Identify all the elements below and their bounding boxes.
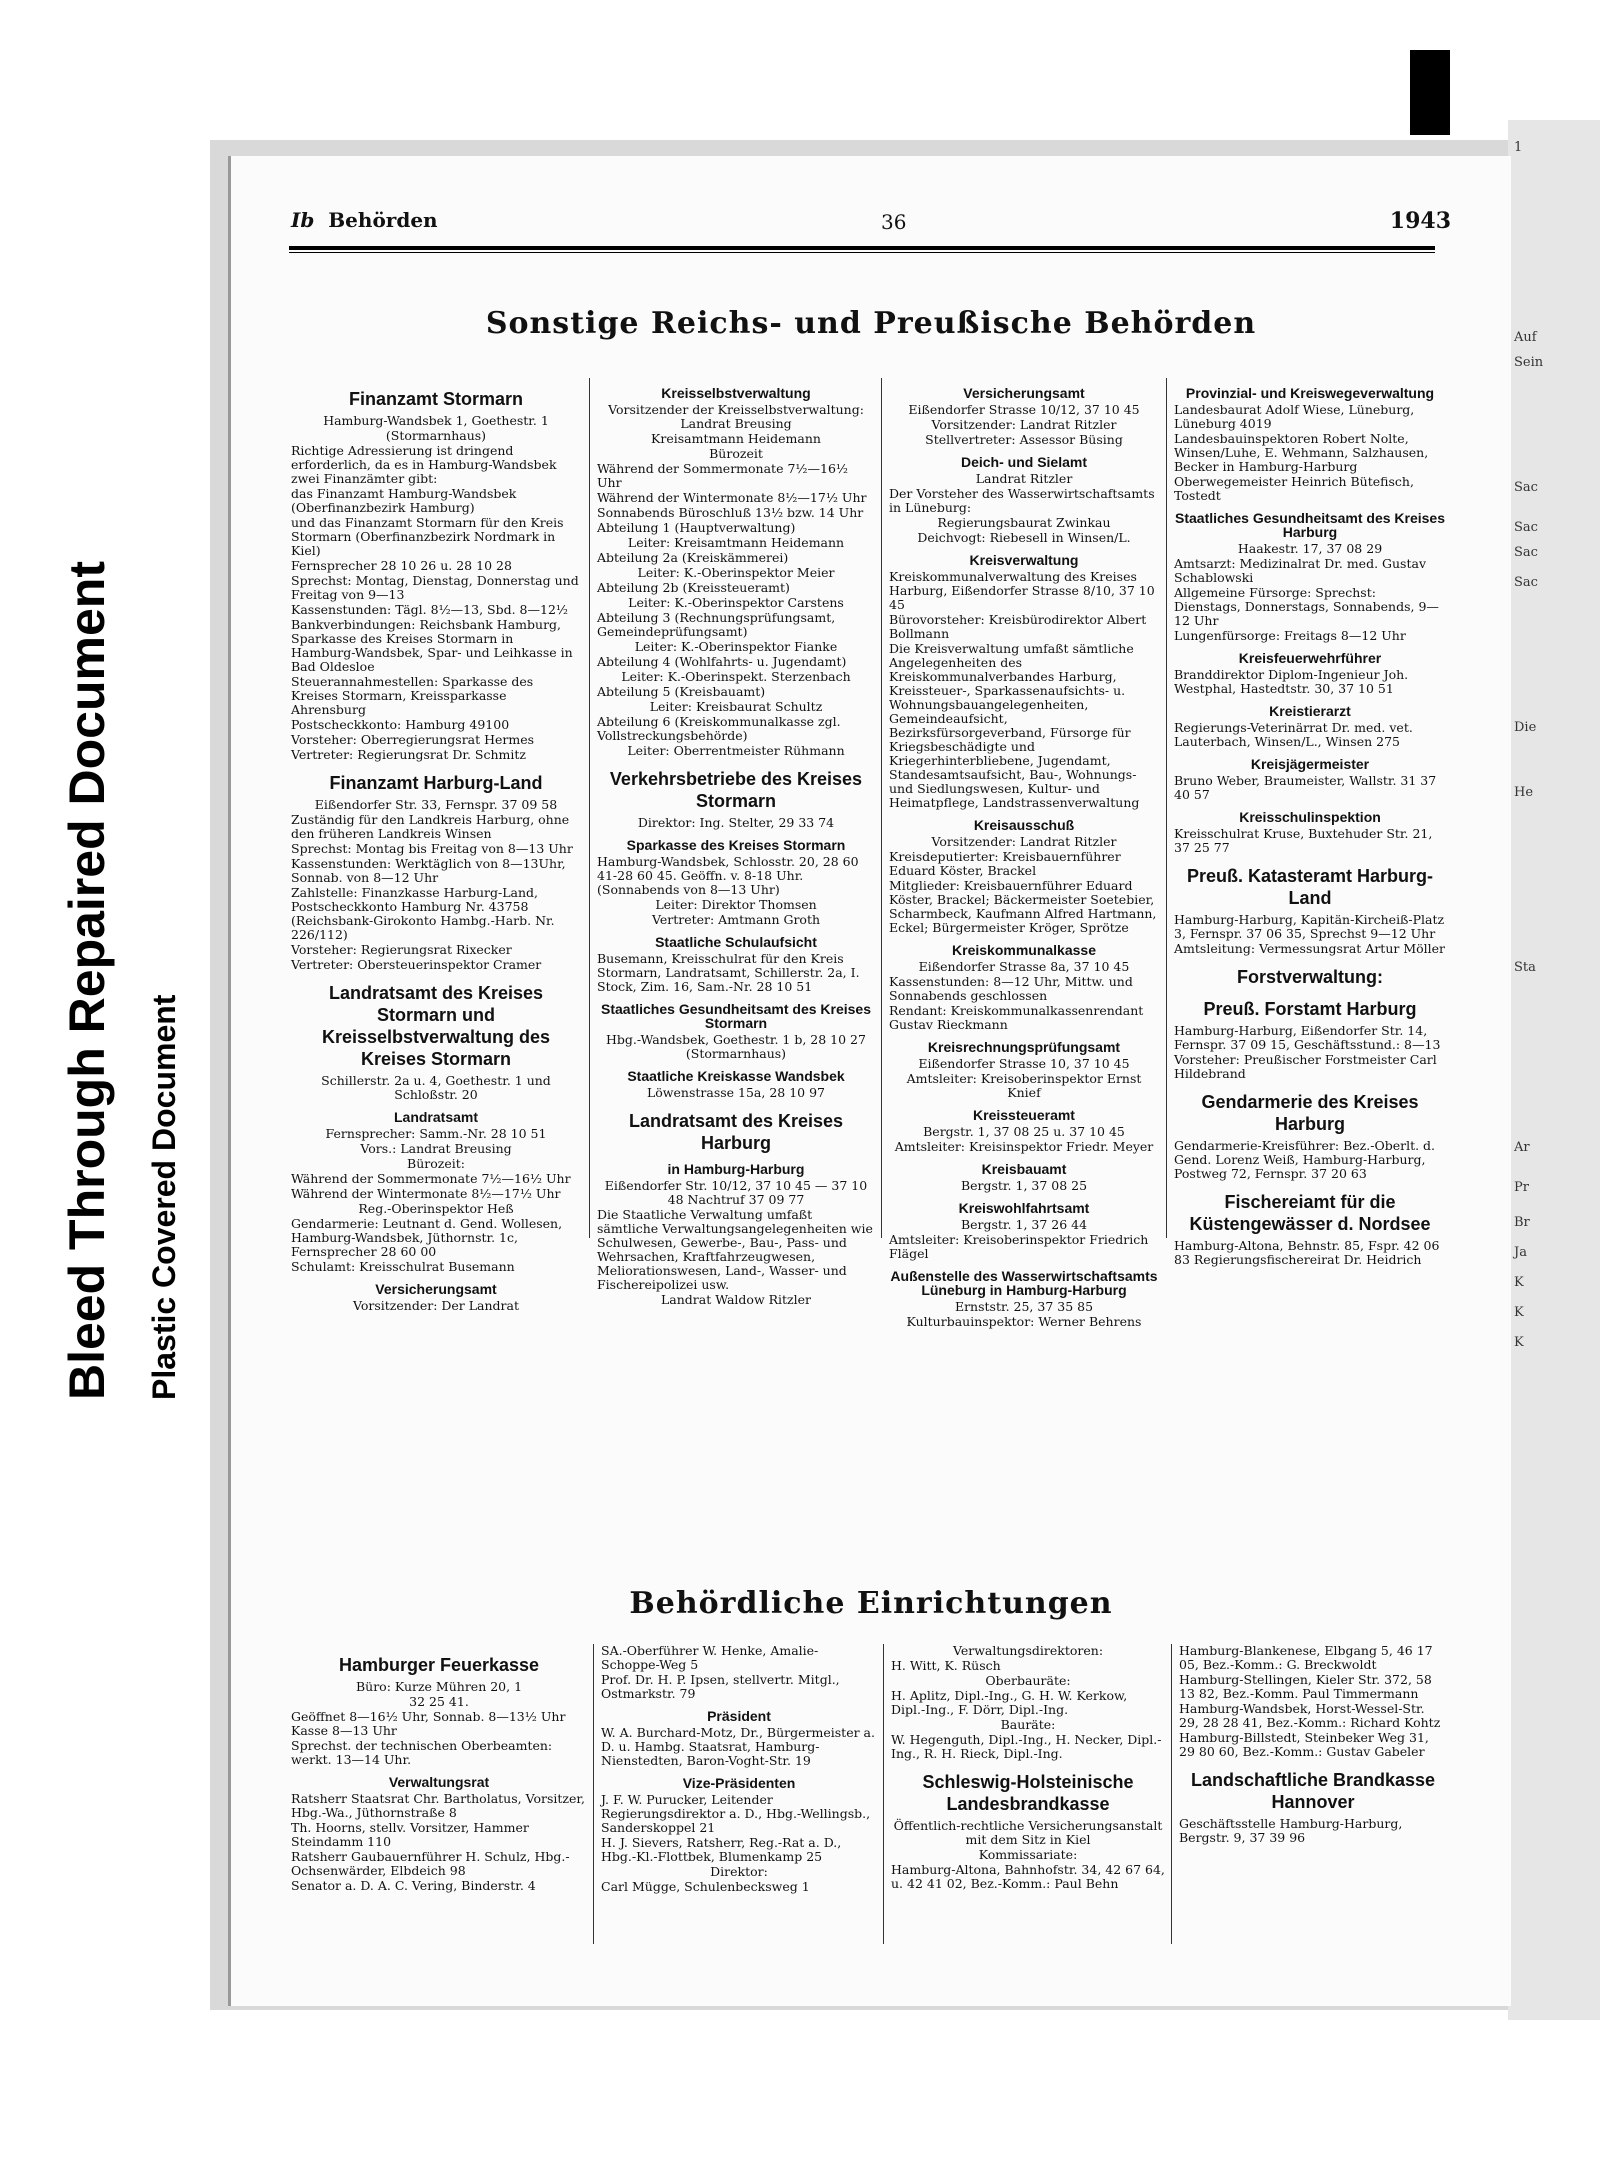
entry-text: Während der Sommermonate 7½—16½ Uhr — [291, 1171, 571, 1186]
scan-stamp — [58, 470, 198, 1400]
entry-text: Leiter: K.-Oberinspektor Fianke — [634, 639, 838, 654]
sliver-fragment: Sac — [1514, 480, 1538, 495]
entry-text: Gendarmerie: Leutnant d. Gend. Wollesen, Hamburg-Wandsbek, Jüthornstr. 1c, Fernsprecher 28 60 00 — [291, 1216, 563, 1259]
entry-text: Vorsitzender: Landrat Ritzler — [931, 417, 1117, 432]
entry-text: Leiter: Kreisbaurat Schultz — [649, 699, 823, 714]
entry-text: H. Witt, K. Rüsch — [891, 1658, 1001, 1673]
subheading: Kreiskommunalkasse — [952, 942, 1096, 958]
subheading: Versicherungsamt — [375, 1281, 497, 1297]
sliver-fragment: Pr — [1514, 1180, 1529, 1195]
main-title: Sonstige Reichs- und Preußische Behörden — [485, 306, 1257, 341]
subheading: Kreisausschuß — [973, 817, 1075, 833]
subheading: Kreistierarzt — [1269, 703, 1351, 719]
entry-text: Hamburg-Harburg, Eißendorfer Str. 14, Fernspr. 37 09 15, Geschäftsstund.: 8—13 — [1174, 1023, 1441, 1052]
entry-text: H. J. Sievers, Ratsherr, Reg.-Rat a. D., Hbg.-Kl.-Flottbek, Blumenkamp 25 — [601, 1835, 842, 1864]
entry-text: Vorsteher: Preußischer Forstmeister Carl Hildebrand — [1174, 1052, 1437, 1081]
entry-text: Kreisdeputierter: Kreisbauernführer Eduard Köster, Brackel — [889, 849, 1121, 878]
document-page — [228, 156, 1511, 2006]
entry-text: Eißendorfer Str. 33, Fernspr. 37 09 58 — [314, 797, 558, 812]
column-1 — [291, 378, 581, 1314]
entry-text: Vors.: Landrat Breusing — [360, 1141, 512, 1156]
sliver-fragment: K — [1514, 1305, 1524, 1320]
sliver-fragment: Sta — [1514, 960, 1536, 975]
entry-text: Der Vorsteher des Wasserwirtschaftsamts in Lüneburg: — [889, 486, 1155, 515]
entry-text: Amtsleiter: Kreisoberinspektor Ernst Knief — [906, 1071, 1142, 1100]
entry-text: Bergstr. 1, 37 08 25 u. 37 10 45 — [923, 1124, 1125, 1139]
column-divider — [881, 378, 882, 1238]
section-heading: Landschaftliche Brandkasse Hannover — [1190, 1770, 1436, 1812]
entry-text: Richtige Adressierung ist dringend erforderlich, da es in Hamburg-Wandsbek zwei Finanzämter gibt: — [291, 443, 557, 486]
second-title: Behördliche Einrichtungen — [629, 1586, 1113, 1621]
section-name: Behörden — [328, 208, 438, 232]
adjacent-page-sliver — [1508, 120, 1600, 2020]
entry-text: Geöffnet 8—16½ Uhr, Sonnab. 8—13½ Uhr Kasse 8—13 Uhr — [291, 1709, 566, 1738]
subheading: Staatliche Schulaufsicht — [655, 934, 817, 950]
column-divider — [593, 1644, 594, 1944]
entry-text: Bürozeit — [709, 446, 763, 461]
sliver-fragment: Die — [1514, 720, 1537, 735]
entry-text: Hamburg-Altona, Bahnhofstr. 34, 42 67 64, u. 42 41 02, Bez.-Komm.: Paul Behn — [891, 1862, 1165, 1891]
section-heading: Verkehrsbetriebe des Kreises Stormarn — [609, 769, 863, 811]
entry-text: Eißendorfer Strasse 8a, 37 10 45 — [918, 959, 1130, 974]
entry-text: Kreisamtmann Heidemann — [651, 431, 821, 446]
section-heading: Gendarmerie des Kreises Harburg — [1201, 1092, 1419, 1134]
entry-text: Haakestr. 17, 37 08 29 — [1237, 541, 1383, 556]
subheading: Kreisverwaltung — [969, 552, 1079, 568]
entry-text: Abteilung 5 (Kreisbauamt) — [597, 684, 766, 699]
section-heading: Landratsamt des Kreises Harburg — [628, 1111, 844, 1153]
subheading: Kreissteueramt — [973, 1107, 1075, 1123]
entry-text: Leiter: K.-Oberinspekt. Sterzenbach — [621, 669, 851, 684]
header-rule — [289, 246, 1435, 250]
entry-text: SA.-Oberführer W. Henke, Amalie-Schoppe-Weg 5 — [601, 1643, 819, 1672]
entry-text: Bauräte: — [1000, 1717, 1056, 1732]
entry-text: Abteilung 1 (Hauptverwaltung) — [597, 520, 796, 535]
header-rule-thin — [289, 252, 1435, 253]
entry-text: Kommissariate: — [978, 1847, 1078, 1862]
entry-text: Senator a. D. A. C. Vering, Binderstr. 4 — [291, 1878, 536, 1893]
entry-text: Abteilung 4 (Wohlfahrts- u. Jugendamt) — [597, 654, 847, 669]
entry-text: Sprechst: Montag, Dienstag, Donnerstag und Freitag von 9—13 — [291, 573, 579, 602]
column-divider — [1171, 1644, 1172, 1944]
entry-text: Kulturbauinspektor: Werner Behrens — [906, 1314, 1142, 1329]
entry-text: Direktor: Ing. Stelter, 29 33 74 — [637, 815, 835, 830]
entry-text: Bürozeit: — [407, 1156, 465, 1171]
sliver-fragment: Sac — [1514, 545, 1538, 560]
subheading: Staatliches Gesundheitsamt des Kreises Harburg — [1175, 510, 1445, 540]
sliver-fragment: Auf — [1514, 330, 1537, 345]
lower-column-2 — [601, 1644, 877, 1895]
sliver-fragment: He — [1514, 785, 1534, 800]
entry-text: und das Finanzamt Stormarn für den Kreis Stormarn (Oberfinanzbezirk Nordmark in Kiel) — [291, 515, 564, 558]
entry-text: Landesbauinspektoren Robert Nolte, Winsen/Luhe, E. Wehmann, Salzhausen, Becker in Hamburg-Harburg — [1174, 431, 1429, 474]
entry-text: Leiter: Kreisamtmann Heidemann — [627, 535, 845, 550]
entry-text: Hamburg-Wandsbek, Horst-Wessel-Str. 29, 28 28 41, Bez.-Komm.: Richard Kohtz — [1179, 1701, 1441, 1730]
entry-text: Abteilung 2b (Kreissteueramt) — [597, 580, 790, 595]
entry-text: W. Hegenguth, Dipl.-Ing., H. Necker, Dipl.-Ing., R. H. Rieck, Dipl.-Ing. — [891, 1732, 1162, 1761]
entry-text: Kassenstunden: Werktäglich von 8—13Uhr, Sonnab. von 8—12 Uhr — [291, 856, 566, 885]
entry-text: Deichvogt: Riebesell in Winsen/L. — [917, 530, 1131, 545]
entry-text: Kreisschulrat Kruse, Buxtehuder Str. 21, 37 25 77 — [1174, 826, 1433, 855]
subheading: Sparkasse des Kreises Stormarn — [626, 837, 846, 853]
entry-text: Sprechst. der technischen Oberbeamten: werkt. 13—14 Uhr. — [291, 1738, 553, 1767]
column-2 — [597, 378, 875, 1308]
entry-text: Bruno Weber, Braumeister, Wallstr. 31 37 40 57 — [1174, 773, 1437, 802]
entry-text: Vorsteher: Regierungsrat Rixecker — [291, 942, 512, 957]
sliver-fragment: 1 — [1514, 140, 1523, 155]
entry-text: Die Staatliche Verwaltung umfaßt sämtliche Verwaltungsangelegenheiten wie Schulwesen, Gewerbe-, Bau-, Pass- und Wehrsachen, Kraftfahrzeugwesen, Meliorationswesen, Land-, Wasser- und Fischereipolizei usw. — [597, 1207, 873, 1292]
entry-text: Die Kreisverwaltung umfaßt sämtliche Angelegenheiten des Kreiskommunalverbandes Harburg, Kreissteuer-, Sparkassenaufsichts- u. Wohnungsbauangelegenheiten, Gemeindeaufsicht, Bezirksfürsorgeverband, Fürsorge für Kriegsbeschädigte und Kriegerhinterbliebene, Jugendamt, Standesamtsaufsicht, Bau-, Wohnungs- und Siedlungswesen, Kultur- und Heimatpflege, Landstrassenverwaltung — [889, 641, 1140, 810]
entry-text: Postscheckkonto: Hamburg 49100 — [291, 717, 510, 732]
entry-text: Eißendorfer Strasse 10/12, 37 10 45 — [908, 402, 1140, 417]
column-divider — [1166, 378, 1167, 1238]
entry-text: Branddirektor Diplom-Ingenieur Joh. Westphal, Hastedtstr. 30, 37 10 51 — [1174, 667, 1409, 696]
entry-text: Hamburg-Wandsbek 1, Goethestr. 1 — [323, 413, 549, 428]
entry-text: Leiter: K.-Oberinspektor Meier — [637, 565, 835, 580]
entry-text: Carl Mügge, Schulenbecksweg 1 — [601, 1879, 810, 1894]
section-heading: Fischereiamt für die Küstengewässer d. Nordsee — [1189, 1192, 1431, 1234]
entry-text: Zuständig für den Landkreis Harburg, ohne den früheren Landkreis Winsen — [291, 812, 570, 841]
subheading: Außenstelle des Wasserwirtschaftsamts Lüneburg in Hamburg-Harburg — [890, 1268, 1158, 1298]
sliver-fragment: Sein — [1514, 355, 1544, 370]
entry-text: Kassenstunden: Tägl. 8½—13, Sbd. 8—12½ — [291, 602, 569, 617]
section-heading: Finanzamt Stormarn — [348, 389, 524, 409]
entry-text: Vorsitzender: Der Landrat — [352, 1298, 520, 1313]
entry-text: 32 25 41. — [409, 1694, 469, 1709]
lower-column-4 — [1179, 1644, 1447, 1846]
entry-text: Hamburg-Harburg, Kapitän-Kircheiß-Platz 3, Fernspr. 37 06 35, Sprechst 9—12 Uhr — [1174, 912, 1445, 941]
section-heading: Forstverwaltung: — [1236, 967, 1383, 987]
sliver-fragment: K — [1514, 1275, 1524, 1290]
subheading: Kreisjägermeister — [1250, 756, 1370, 772]
column-3 — [889, 378, 1159, 1330]
sliver-fragment: Ja — [1514, 1245, 1527, 1260]
stamp-bleed-through: Bleed Through Repaired Document — [59, 561, 115, 1400]
subheading: Versicherungsamt — [963, 385, 1085, 401]
section-label — [291, 208, 438, 232]
subheading: Vize-Präsidenten — [682, 1775, 796, 1791]
entry-text: Busemann, Kreisschulrat für den Kreis Stormarn, Landratsamt, Schillerstr. 2a, I. Stock, Zim. 16, Sam.-Nr. 28 10 51 — [597, 951, 860, 994]
entry-text: Allgemeine Fürsorge: Sprechst: Dienstags, Donnerstags, Sonnabends, 9—12 Uhr — [1174, 585, 1439, 628]
entry-text: Öffentlich-rechtliche Versicherungsanstalt mit dem Sitz in Kiel — [893, 1818, 1163, 1847]
entry-text: Während der Wintermonate 8½—17½ Uhr — [291, 1186, 561, 1201]
entry-text: J. F. W. Purucker, Leitender Regierungsdirektor a. D., Hbg.-Wellingsb., Sanderskoppel 21 — [601, 1792, 871, 1835]
entry-text: Mitglieder: Kreisbauernführer Eduard Köster, Brackel; Bäckermeister Soetebier, Scharmbeck, Kaufmann Alfred Hartmann, Eckel; Bürgermeister Kröger, Sprötze — [889, 878, 1157, 935]
entry-text: Abteilung 3 (Rechnungsprüfungsamt, Gemeindeprüfungsamt) — [597, 610, 836, 639]
entry-text: Eißendorfer Str. 10/12, 37 10 45 — 37 10 48 Nachtruf 37 09 77 — [604, 1178, 868, 1207]
entry-text: Hamburg-Blankenese, Elbgang 5, 46 17 05, Bez.-Komm.: G. Breckwoldt — [1179, 1643, 1433, 1672]
entry-text: Hamburg-Stellingen, Kieler Str. 372, 58 13 82, Bez.-Komm. Paul Timmermann — [1179, 1672, 1432, 1701]
entry-text: Kreiskommunalverwaltung des Kreises Harburg, Eißendorfer Strasse 8/10, 37 10 45 — [889, 569, 1155, 612]
entry-text: Bürovorsteher: Kreisbürodirektor Albert Bollmann — [889, 612, 1147, 641]
entry-text: Direktor: — [710, 1864, 768, 1879]
entry-text: Während der Wintermonate 8½—17½ Uhr — [597, 490, 867, 505]
entry-text: Regierungs-Veterinärrat Dr. med. vet. Lauterbach, Winsen/L., Winsen 275 — [1174, 720, 1413, 749]
entry-text: Geschäftsstelle Hamburg-Harburg, Bergstr. 9, 37 39 96 — [1179, 1816, 1403, 1845]
subheading: Landratsamt — [393, 1109, 479, 1125]
entry-text: Leiter: K.-Oberinspektor Carstens — [628, 595, 844, 610]
entry-text: Abteilung 2a (Kreiskämmerei) — [597, 550, 789, 565]
entry-text: Kassenstunden: 8—12 Uhr, Mittw. und Sonnabends geschlossen — [889, 974, 1133, 1003]
entry-text: Während der Sommermonate 7½—16½ Uhr — [597, 461, 849, 490]
entry-text: Rendant: Kreiskommunalkassenrendant Gustav Rieckmann — [889, 1003, 1144, 1032]
entry-text: Hbg.-Wandsbek, Goethestr. 1 b, 28 10 27 (Stormarnhaus) — [606, 1032, 866, 1061]
entry-text: Schillerstr. 2a u. 4, Goethestr. 1 und Schloßstr. 20 — [321, 1073, 551, 1102]
entry-text: Prof. Dr. H. P. Ipsen, stellvertr. Mitgl., Ostmarkstr. 79 — [601, 1672, 840, 1701]
entry-text: Hamburg-Wandsbek, Schlosstr. 20, 28 60 41-28 60 45. Geöffn. v. 8-18 Uhr. (Sonnabends von 8—13 Uhr) — [597, 854, 859, 897]
entry-text: (Stormarnhaus) — [385, 428, 487, 443]
entry-text: das Finanzamt Hamburg-Wandsbek (Oberfinanzbezirk Hamburg) — [291, 486, 517, 515]
entry-text: Amtsarzt: Medizinalrat Dr. med. Gustav Schablowski — [1174, 556, 1427, 585]
entry-text: Stellvertreter: Assessor Büsing — [925, 432, 1123, 447]
entry-text: Oberbauräte: — [985, 1673, 1071, 1688]
entry-text: Vorsitzender der Kreisselbstverwaltung: Landrat Breusing — [608, 402, 864, 431]
page-header — [291, 208, 1501, 248]
year: 1943 — [1389, 208, 1451, 234]
subheading: in Hamburg-Harburg — [667, 1161, 805, 1177]
column-4 — [1174, 378, 1446, 1268]
entry-text: Verwaltungsdirektoren: — [952, 1643, 1104, 1658]
subheading: Kreisschulinspektion — [1239, 809, 1381, 825]
entry-text: Bergstr. 1, 37 08 25 — [960, 1178, 1088, 1193]
entry-text: Bankverbindungen: Reichsbank Hamburg, Sparkasse des Kreises Stormarn in Hamburg-Wandsbek, Spar- und Leihkasse in Bad Oldesloe — [291, 617, 573, 674]
entry-text: Th. Hoorns, stellv. Vorsitzer, Hammer Steindamm 110 — [291, 1820, 529, 1849]
section-heading: Schleswig-Holsteinische Landesbrandkasse — [922, 1772, 1134, 1814]
entry-text: Reg.-Oberinspektor Heß — [358, 1201, 514, 1216]
section-heading: Landratsamt des Kreises Stormarn und Kreisselbstverwaltung des Kreises Stormarn — [321, 983, 551, 1069]
scan-edge-mark — [1410, 50, 1450, 135]
subheading: Kreisfeuerwehrführer — [1238, 650, 1382, 666]
entry-text: Ratsherr Staatsrat Chr. Bartholatus, Vorsitzer, Hbg.-Wa., Jüthornstraße 8 — [291, 1791, 585, 1820]
entry-text: Amtsleiter: Kreisinspektor Friedr. Meyer — [894, 1139, 1154, 1154]
entry-text: Abteilung 6 (Kreiskommunalkasse zgl. Vollstreckungsbehörde) — [597, 714, 841, 743]
entry-text: Amtsleiter: Kreisoberinspektor Friedrich Flägel — [889, 1232, 1149, 1261]
sliver-fragment: Br — [1514, 1215, 1530, 1230]
subheading: Präsident — [707, 1708, 771, 1724]
entry-text: Vertreter: Regierungsrat Dr. Schmitz — [291, 747, 526, 762]
entry-text: Ernststr. 25, 37 35 85 — [954, 1299, 1094, 1314]
section-heading: Preuß. Forstamt Harburg — [1203, 999, 1417, 1019]
entry-text: Hamburg-Billstedt, Steinbeker Weg 31, 29 80 60, Bez.-Komm.: Gustav Gabeler — [1179, 1730, 1429, 1759]
sliver-fragment: K — [1514, 1335, 1524, 1350]
entry-text: Landrat Ritzler — [975, 471, 1073, 486]
lower-column-3 — [891, 1644, 1165, 1892]
subheading: Kreisselbstverwaltung — [661, 385, 811, 401]
column-divider — [589, 378, 590, 1238]
entry-text: Hamburg-Altona, Behnstr. 85, Fspr. 42 06 83 Regierungsfischereirat Dr. Heidrich — [1174, 1238, 1440, 1267]
subheading: Kreisbauamt — [981, 1161, 1067, 1177]
entry-text: Bergstr. 1, 37 26 44 — [960, 1217, 1088, 1232]
page-number: 36 — [881, 210, 907, 234]
entry-text: Sprechst: Montag bis Freitag von 8—13 Uhr — [291, 841, 573, 856]
subheading: Deich- und Sielamt — [960, 454, 1088, 470]
entry-text: Fernsprecher: Samm.-Nr. 28 10 51 — [325, 1126, 547, 1141]
entry-text: W. A. Burchard-Motz, Dr., Bürgermeister a. D. u. Hambg. Staatsrat, Hamburg-Nienstedten, Baron-Voght-Str. 19 — [601, 1725, 875, 1768]
entry-text: Regierungsbaurat Zwinkau — [937, 515, 1111, 530]
entry-text: Leiter: Direktor Thomsen — [655, 897, 817, 912]
section-heading: Preuß. Katasteramt Harburg-Land — [1186, 866, 1434, 908]
subheading: Staatliches Gesundheitsamt des Kreises Stormarn — [601, 1001, 871, 1031]
stamp-plastic-covered: Plastic Covered Document — [146, 994, 182, 1400]
entry-text: Ratsherr Gaubauernführer H. Schulz, Hbg.-Ochsenwärder, Elbdeich 98 — [291, 1849, 570, 1878]
entry-text: Löwenstrasse 15a, 28 10 97 — [646, 1085, 825, 1100]
entry-text: Vertreter: Amtmann Groth — [651, 912, 821, 927]
section-number: Ib — [291, 208, 315, 232]
entry-text: Schulamt: Kreisschulrat Busemann — [291, 1259, 515, 1274]
subheading: Kreisrechnungsprüfungsamt — [927, 1039, 1121, 1055]
entry-text: Landesbaurat Adolf Wiese, Lüneburg, Lüneburg 4019 — [1174, 402, 1415, 431]
entry-text: Leiter: Oberrentmeister Rühmann — [627, 743, 845, 758]
entry-text: Gendarmerie-Kreisführer: Bez.-Oberlt. d. Gend. Lorenz Weiß, Hamburg-Harburg, Postweg 72, Fernspr. 37 20 63 — [1174, 1138, 1436, 1181]
entry-text: Büro: Kurze Mühren 20, 1 — [355, 1679, 523, 1694]
column-divider — [883, 1644, 884, 1944]
entry-text: Zahlstelle: Finanzkasse Harburg-Land, Postscheckkonto Hamburg Nr. 43758 (Reichsbank-Girokonto Hambg.-Harb. Nr. 226/112) — [291, 885, 555, 942]
subheading: Kreiswohlfahrtsamt — [958, 1200, 1090, 1216]
entry-text: Vertreter: Obersteuerinspektor Cramer — [291, 957, 542, 972]
entry-text: Fernsprecher 28 10 26 u. 28 10 28 — [291, 558, 512, 573]
entry-text: Lungenfürsorge: Freitags 8—12 Uhr — [1174, 628, 1406, 643]
lower-column-1 — [291, 1644, 587, 1894]
entry-text: Sonnabends Büroschluß 13½ bzw. 14 Uhr — [597, 505, 864, 520]
entry-text: H. Aplitz, Dipl.-Ing., G. H. W. Kerkow, Dipl.-Ing., F. Dörr, Dipl.-Ing. — [891, 1688, 1128, 1717]
sliver-fragment: Sac — [1514, 575, 1538, 590]
entry-text: Eißendorfer Strasse 10, 37 10 45 — [918, 1056, 1130, 1071]
entry-text: Landrat Waldow Ritzler — [660, 1292, 812, 1307]
sliver-fragment: Ar — [1514, 1140, 1530, 1155]
subheading: Provinzial- und Kreiswegeverwaltung — [1185, 385, 1435, 401]
section-heading: Hamburger Feuerkasse — [338, 1655, 540, 1675]
sliver-fragment: Sac — [1514, 520, 1538, 535]
entry-text: Steuerannahmestellen: Sparkasse des Kreises Stormarn, Kreissparkasse Ahrensburg — [291, 674, 534, 717]
entry-text: Oberwegemeister Heinrich Bütefisch, Tostedt — [1174, 474, 1414, 503]
subheading: Staatliche Kreiskasse Wandsbek — [627, 1068, 845, 1084]
entry-text: Amtsleitung: Vermessungsrat Artur Möller — [1174, 941, 1446, 956]
entry-text: Vorsitzender: Landrat Ritzler — [931, 834, 1117, 849]
section-heading: Finanzamt Harburg-Land — [329, 773, 543, 793]
entry-text: Vorsteher: Oberregierungsrat Hermes — [291, 732, 535, 747]
subheading: Verwaltungsrat — [388, 1774, 490, 1790]
